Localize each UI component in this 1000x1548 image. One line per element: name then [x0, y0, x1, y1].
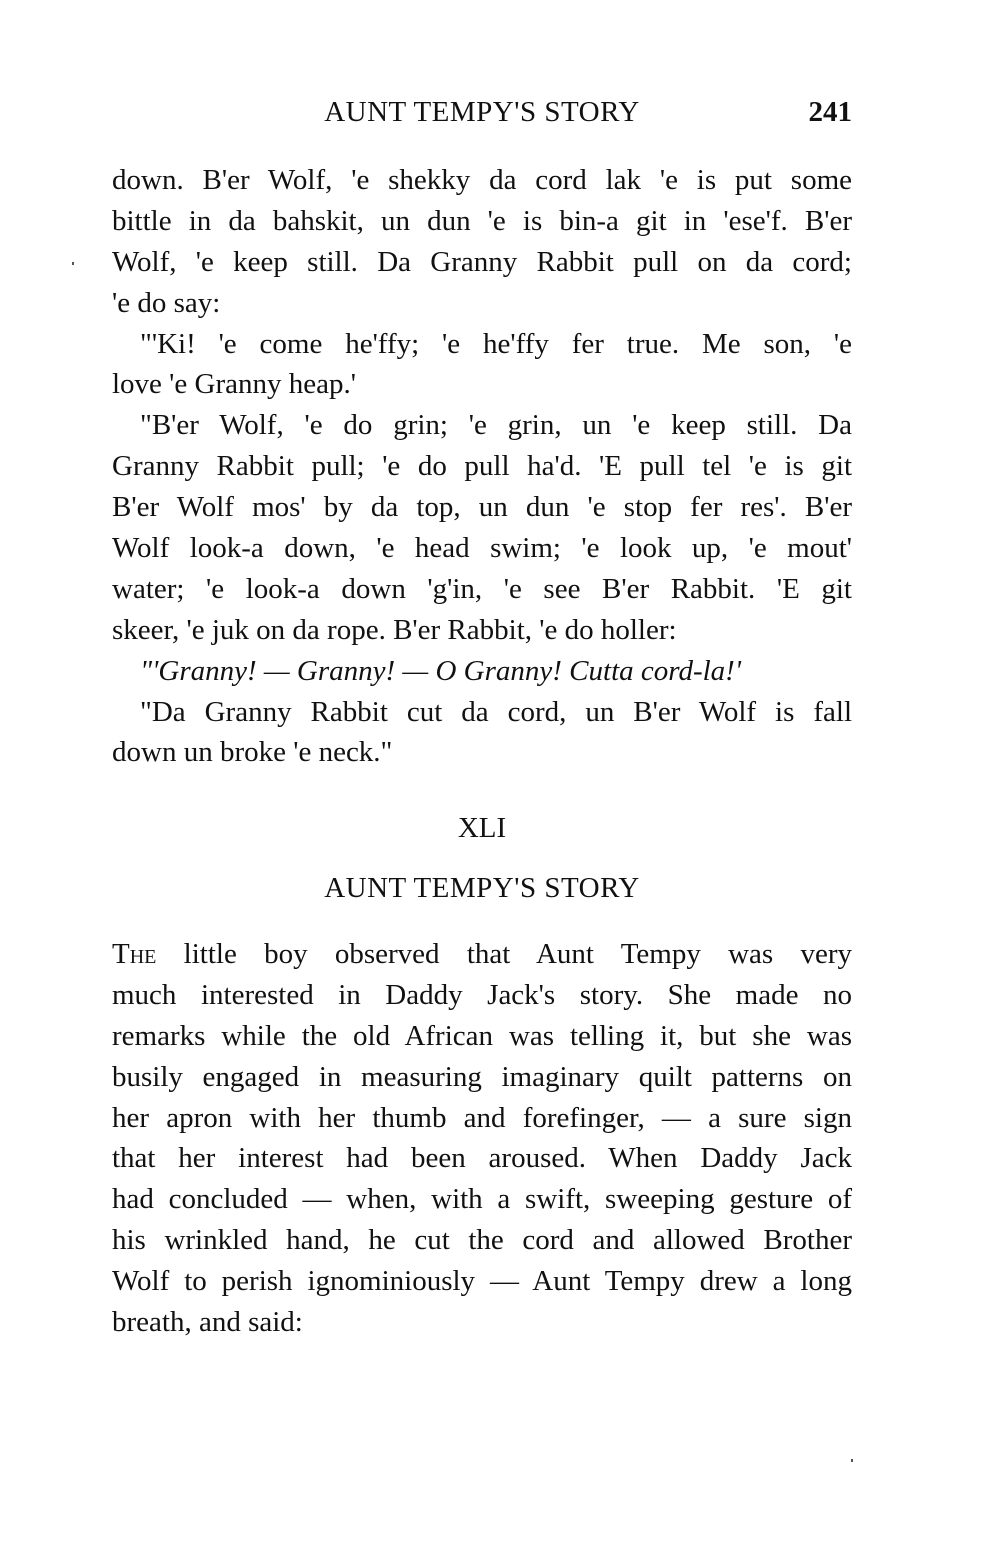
text-line: had concluded — when, with a swift, sweeping gesture of	[112, 1183, 852, 1216]
text-line: her apron with her thumb and forefinger, — a sure sign	[112, 1101, 852, 1134]
page-number: 241	[808, 96, 852, 128]
text-line: "'Ki! 'e come he'ffy; 'e he'ffy fer true. Me son, 'e	[140, 327, 852, 360]
text-line: Granny Rabbit pull; 'e do pull ha'd. 'E pull tel 'e is git	[112, 450, 852, 483]
chapter-body-text	[112, 934, 852, 1343]
text-line-first	[112, 934, 852, 975]
text-line: bittle in da bahskit, un dun 'e is bin-a git in 'ese'f. B'er	[112, 204, 852, 237]
chapter-number: XLI	[457, 812, 507, 844]
text-line: "B'er Wolf, 'e do grin; 'e grin, un 'e keep still. Da	[140, 409, 852, 442]
text-line: water; 'e look-a down 'g'in, 'e see B'er Rabbit. 'E git	[112, 572, 852, 605]
text-line: down. B'er Wolf, 'e shekky da cord lak 'e is put some	[112, 164, 852, 196]
text-line: his wrinkled hand, he cut the cord and allowed Brother	[112, 1224, 852, 1257]
text-line: B'er Wolf mos' by da top, un dun 'e stop fer res'. B'er	[112, 491, 852, 524]
text-line: much interested in Daddy Jack's story. She made no	[112, 978, 852, 1011]
text-line: breath, and said:	[112, 1306, 303, 1339]
text-line: remarks while the old African was telling it, but she was	[112, 1019, 852, 1052]
chapter-title: AUNT TEMPY'S STORY	[324, 872, 640, 904]
running-title: AUNT TEMPY'S STORY	[324, 96, 640, 128]
text-line: skeer, 'e juk on da rope. B'er Rabbit, 'e do holler:	[112, 613, 677, 646]
opening-word: The	[112, 938, 157, 970]
continued-story-text	[112, 160, 852, 773]
running-head	[112, 96, 852, 136]
text-line: that her interest had been aroused. When Daddy Jack	[112, 1142, 852, 1175]
text-line: Wolf, 'e keep still. Da Granny Rabbit pull on da cord;	[112, 245, 852, 278]
text-line: 'e do say:	[112, 286, 221, 319]
text-line: love 'e Granny heap.'	[112, 368, 356, 401]
text-line: down un broke 'e neck."	[112, 736, 393, 769]
text-line: "Da Granny Rabbit cut da cord, un B'er Wolf is fall	[140, 695, 852, 728]
print-speck	[72, 262, 74, 265]
print-speck	[851, 1459, 853, 1462]
first-line-rest: little boy observed that Aunt Tempy was very	[183, 938, 853, 970]
text-line: busily engaged in measuring imaginary quilt patterns on	[112, 1060, 852, 1093]
text-line: "'Granny! — Granny! — O Granny! Cutta cord-la!'	[140, 654, 742, 687]
text-line: Wolf look-a down, 'e head swim; 'e look up, 'e mout'	[112, 532, 852, 565]
text-line: Wolf to perish ignominiously — Aunt Tempy drew a long	[112, 1265, 852, 1298]
